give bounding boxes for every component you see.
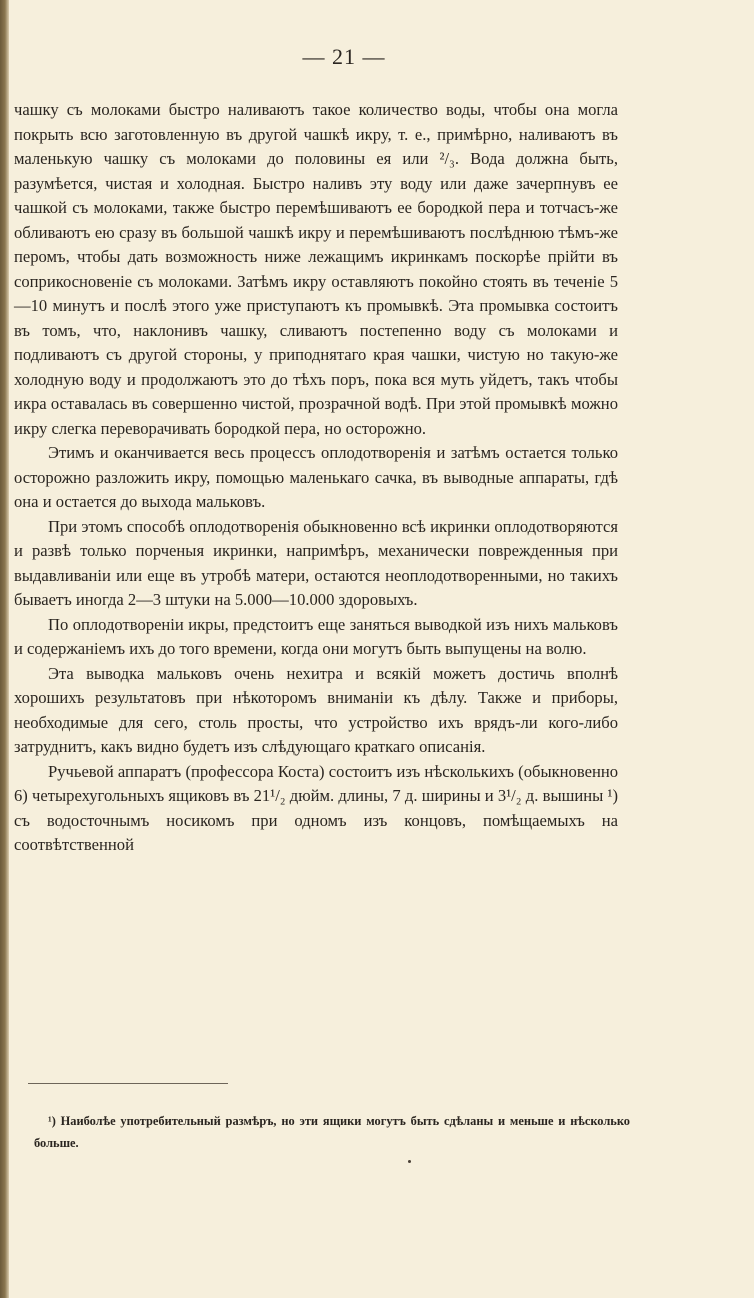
paragraph-1: чашку съ молоками быстро наливаютъ такое количество воды, чтобы она могла покрыть всю заготовленную въ другой чашкѣ икру, т. е., примѣрно, наливаютъ въ маленькую чашку съ молоками до половины ея или ²/₃. Вода должна быть, разумѣется, чистая и холодная. Быстро наливъ эту воду или даже зачерпнувъ ее чашкой съ молоками, также быстро перемѣшиваютъ ее бородкой пера и тотчасъ-же обливаютъ ею сразу въ большой чашкѣ икру и перемѣшиваютъ послѣднюю тѣмъ-же перомъ, чтобы дать возможность ниже лежащимъ икринкамъ поскорѣе прійти въ соприкосновеніе съ молоками. Затѣмъ икру оставляютъ покойно стоять въ теченіе 5—10 минутъ и послѣ этого уже приступаютъ къ промывкѣ. Эта промывка состоитъ въ томъ, что, наклонивъ чашку, сливаютъ постепенно воду съ молоками и подливаютъ съ другой стороны, у приподнятаго края чашки, чистую но такую-же холодную воду и продолжаютъ это до тѣхъ поръ, пока вся муть уйдетъ, такъ чтобы икра оставалась въ совершенно чистой, прозрачной водѣ. При этой промывкѣ можно икру слегка переворачивать бородкой пера, но осторожно. bbox=[14, 100, 618, 438]
paragraph-2: Этимъ и оканчивается весь процессъ оплодотворенія и затѣмъ остается только осторожно разложить икру, помощью маленькаго сачка, въ выводные аппараты, гдѣ она и остается до выхода мальковъ. bbox=[14, 443, 618, 511]
book-binding-edge bbox=[0, 0, 9, 1298]
footnote: ¹) Наиболѣе употребительный размѣръ, но эти ящики могутъ быть сдѣланы и меньше и нѣсколько больше. bbox=[34, 1114, 630, 1151]
paper-speck bbox=[408, 1160, 411, 1163]
footnote-divider bbox=[28, 1083, 228, 1084]
book-page bbox=[14, 0, 630, 1298]
main-text bbox=[14, 98, 618, 858]
paragraph-5: Эта выводка мальковъ очень нехитра и всякій можетъ достичь вполнѣ хорошихъ результатовъ при нѣкоторомъ вниманіи къ дѣлу. Также и приборы, необходимые для сего, столь просты, что устройство ихъ врядъ-ли кого-либо затруднитъ, какъ видно будетъ изъ слѣдующаго краткаго описанія. bbox=[14, 663, 618, 756]
page-number: — 21 — bbox=[302, 44, 386, 69]
paragraph-4: По оплодотвореніи икры, предстоитъ еще заняться выводкой изъ нихъ мальковъ и содержаніемъ ихъ до того времени, когда они могутъ быть выпущены на волю. bbox=[14, 614, 618, 658]
paragraph-6: Ручьевой аппаратъ (профессора Коста) состоитъ изъ нѣсколькихъ (обыкновенно 6) четырехугольныхъ ящиковъ въ 21¹/₂ дюйм. длины, 7 д. ширины и 3¹/₂ д. вышины ¹) съ водосточнымъ носикомъ при одномъ изъ концовъ, помѣщаемыхъ на соотвѣтственной bbox=[14, 761, 618, 854]
paragraph-3: При этомъ способѣ оплодотворенія обыкновенно всѣ икринки оплодотворяются и развѣ только порченыя икринки, напримѣръ, механически поврежденныя при выдавливаніи или еще въ утробѣ матери, остаются неоплодотворенными, но такихъ бываетъ иногда 2—3 штуки на 5.000—10.000 здоровыхъ. bbox=[14, 516, 618, 609]
